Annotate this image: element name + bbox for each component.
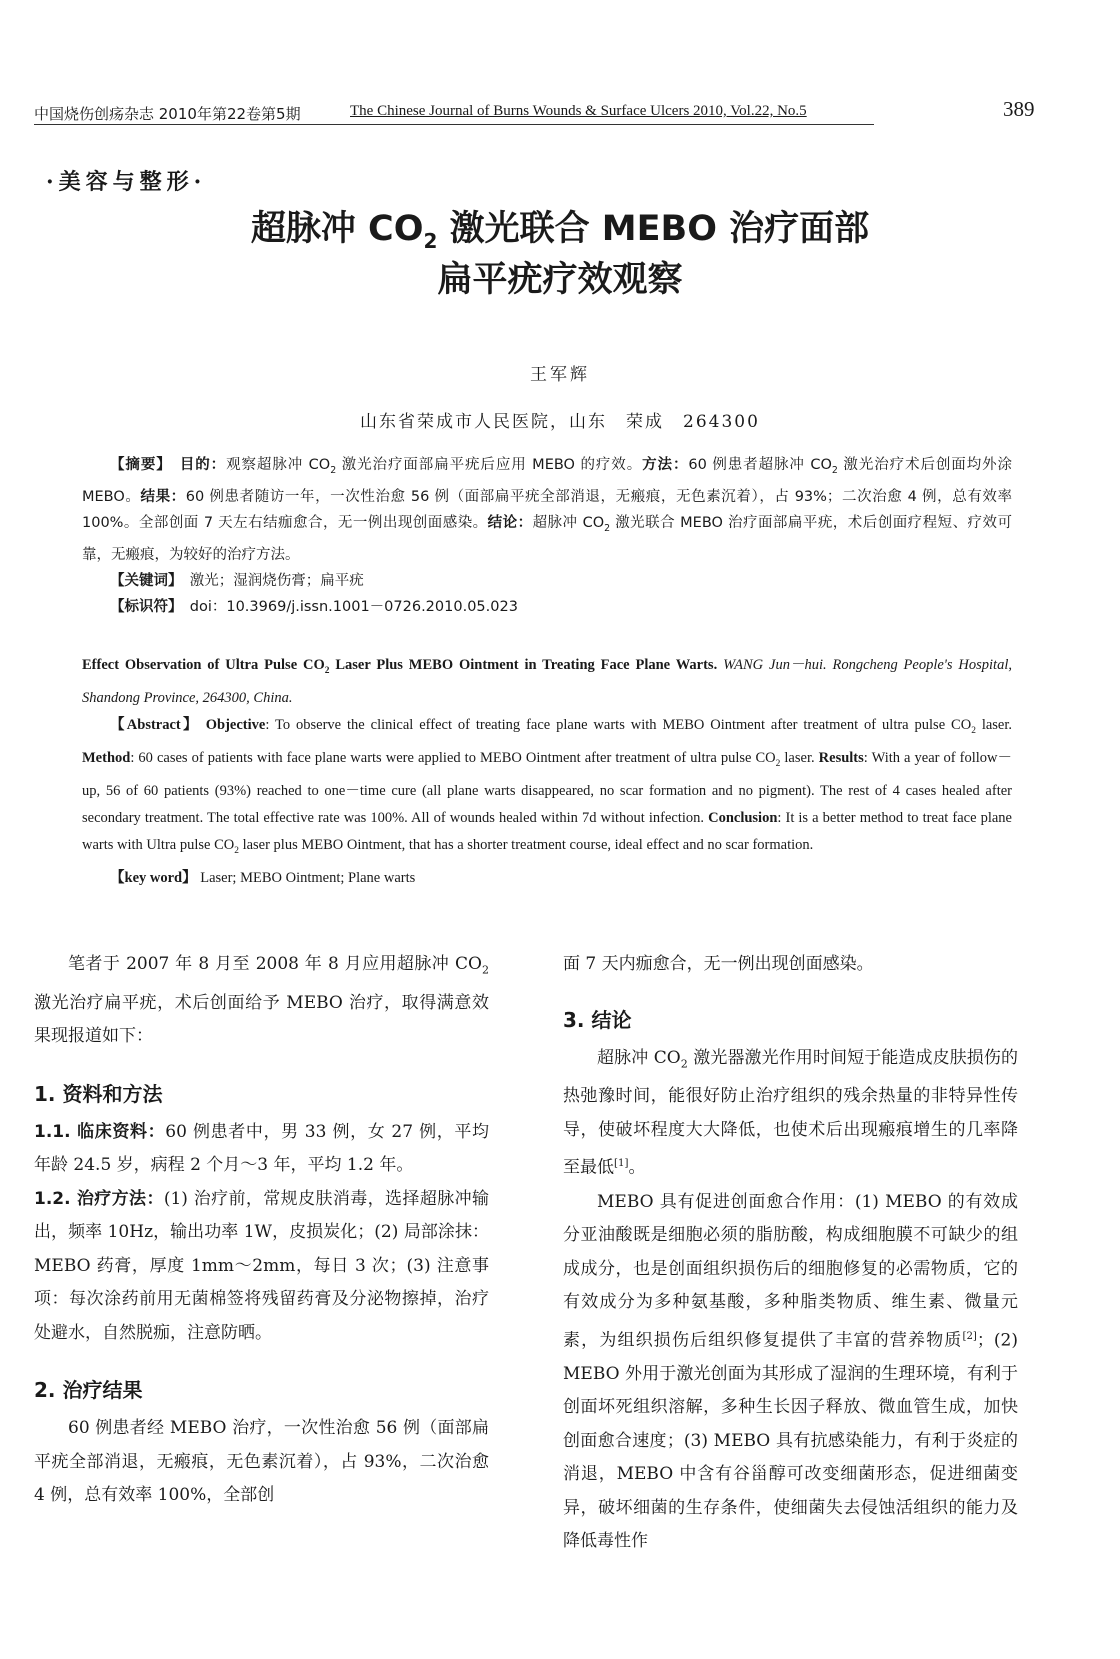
body-right-column [563, 948, 1018, 1559]
section-1-heading: 1. 资料和方法 [34, 1081, 163, 1106]
section-2-heading: 2. 治疗结果 [34, 1378, 143, 1403]
column-tag: ·美容与整形· [46, 169, 207, 195]
affiliation: 山东省荣成市人民医院，山东 荣成 264300 [360, 412, 760, 432]
body-left-column [34, 948, 489, 1513]
intro-paragraph: 笔者于 2007 年 8 月至 2008 年 8 月应用超脉冲 $CO_2$ 激光治疗扁平疣，术后创面给予 MEBO 治疗，取得满意效果现报道如下： [34, 954, 489, 1047]
section-2-paragraph: 60 例患者经 MEBO 治疗，一次性治愈 56 例（面部扁平疣全部消退，无瘢痕，无色素沉着），占 93%，二次治愈 4 例，总有效率 100%，全部创 [34, 1418, 489, 1506]
section-2-continued: 面 7 天内痂愈合，无一例出现创面感染。 [563, 954, 874, 974]
cn-abstract-body: 【摘要】 目的：观察超脉冲 $CO_2$ 激光治疗面部扁平疣后应用 MEBO 的疗效。方法：60 例患者超脉冲 $CO_2$ 激光治疗术后创面均外涂 MEBO。结果：60 例患者随访一年，一次性治愈 56 例（面部扁平疣全部消退，无瘢痕，无色素沉着），占 93%；二次治愈 4 例，总有效率 100%。全部创面 7 天左右结痂愈合，无一例出现创面感染。结论：超脉冲 $CO_2$ 激光联合 MEBO 治疗面部扁平疣，术后创面疗程短、疗效可靠，无瘢痕，为较好的治疗方法。 [82, 457, 1013, 563]
section-1-2: 1.2. 治疗方法：(1) 治疗前，常规皮肤消毒，选择超脉冲输出，频率 10Hz，输出功率 1W，皮损炭化；(2) 局部涂抹：MEBO 药膏，厚度 1mm～2mm，每日 3 次；(3) 注意事项：每次涂药前用无菌棉签将残留药膏及分泌物擦掉，治疗处避水，自然脱痂，注意防晒。 [34, 1188, 489, 1343]
section-3-paragraph-2: MEBO 具有促进创面愈合作用：(1) MEBO 的有效成分亚油酸既是细胞必须的脂肪酸，构成细胞膜不可缺少的组成成分，也是创面组织损伤后的细胞修复的必需物质，它的有效成分为多种氨基酸，多种脂类物质、维生素、微量元素，为组织损伤后组织修复提供了丰富的营养物质[2]；(2) MEBO 外用于激光创面为其形成了湿润的生理环境，有利于创面坏死组织溶解，多种生长因子释放、微血管生成，加快创面愈合速度；(3) MEBO 具有抗感染能力，有利于炎症的消退，MEBO 中含有谷甾醇可改变细菌形态，促进细菌变异，破坏细菌的生存条件，使细菌失去侵蚀活组织的能力及降低毒性作 [563, 1191, 1018, 1552]
cn-keywords: 【关键词】 激光；湿润烧伤膏；扁平疣 [110, 572, 364, 589]
section-1-1: 1.1. 临床资料：60 例患者中，男 33 例，女 27 例，平均年龄 24.5 岁，病程 2 个月～3 年，平均 1.2 年。 [34, 1121, 489, 1176]
en-abstract-body: 【Abstract】 Objective: To observe the clinical effect of treating face plane warts with MEBO Ointment after treatment of ultra pulse $CO_2$ laser. Method: 60 cases of patients with face plane warts were applied to MEBO Ointment after treatment of ultra pulse $CO_2$ laser. Results: With a year of follow－up, 56 of 60 patients (93%) reached to one－time cure (all plane warts disappeared, no scar formation and no pigment). The rest of 4 cases healed after secondary treatment. The total effective rate was 100%. All of wounds healed within 7d without infection. Conclusion: It is a better method to treat face plane warts with Ultra pulse $CO_2$ laser plus MEBO Ointment, that has a shorter treatment course, ideal effect and no scar formation. [82, 716, 1013, 856]
author: 王军辉 [530, 365, 590, 385]
section-3-paragraph-1: 超脉冲 $CO_2$ 激光器激光作用时间短于能造成皮肤损伤的热弛豫时间，能很好防止治疗组织的残余热量的非特异性传导，使破坏程度大大降低，也使术后出现瘢痕增生的几率降至最低[1]。 [563, 1047, 1018, 1179]
section-3-heading: 3. 结论 [563, 1007, 632, 1032]
cn-identifier: 【标识符】 doi：10.3969/j.issn.1001－0726.2010.05.023 [110, 598, 518, 615]
page-number: 389 [1003, 97, 1035, 121]
header-rule [34, 124, 874, 125]
en-title: Effect Observation of Ultra Pulse $CO_2$ Laser Plus MEBO Ointment in Treating Face Plane Warts. WANG Jun－hui. Rongcheng People's Hospital, Shandong Province, 264300, China. [82, 657, 1012, 706]
page-title-line2: 扁平疣疗效观察 [437, 260, 683, 300]
page-title-line1: 超脉冲 $CO_2$ 激光联合 MEBO 治疗面部 [250, 209, 870, 253]
en-keywords: 【key word】 Laser; MEBO Ointment; Plane warts [110, 869, 416, 886]
running-header-cn: 中国烧伤创疡杂志 2010年第22卷第5期 [34, 105, 301, 123]
en-abstract [82, 652, 1012, 892]
cn-abstract [82, 452, 1012, 620]
running-header-en: The Chinese Journal of Burns Wounds & Surface Ulcers 2010, Vol.22, No.5 [350, 103, 807, 119]
